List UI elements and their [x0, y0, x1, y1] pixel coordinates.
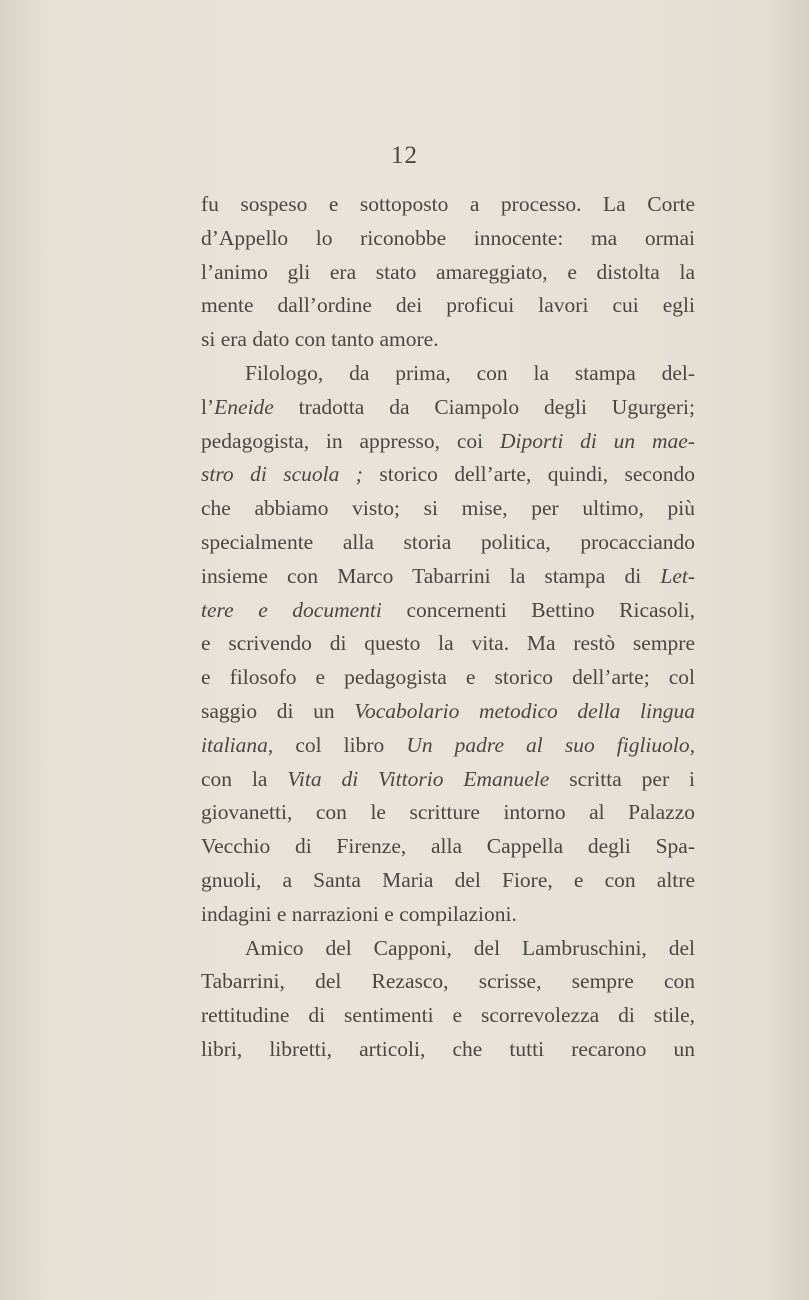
text-run: Filologo, da prima, con la stampa del- [245, 360, 695, 385]
text-line [201, 864, 695, 898]
text-run: libri, libretti, articoli, che tutti recarono un [201, 1036, 695, 1061]
text-run: l’animo gli era stato amareggiato, e distolta la [201, 259, 695, 284]
text-line [201, 425, 695, 459]
text-line [201, 458, 695, 492]
text-line [201, 222, 695, 256]
text-run: con la [201, 766, 288, 791]
text-run: si era dato con tanto amore. [201, 327, 439, 352]
text-line [201, 357, 695, 391]
text-line [201, 323, 695, 357]
text-run: storico dell’arte, quindi, secondo [362, 462, 695, 487]
text-line [201, 256, 695, 290]
text-run: insieme con Marco Tabarrini la stampa di [201, 563, 661, 588]
text-line [201, 763, 695, 797]
italic-title: tere e documenti [201, 597, 382, 622]
page-number: 12 [391, 142, 418, 169]
italic-title: Let- [660, 563, 695, 588]
text-line [201, 898, 695, 932]
text-line [201, 594, 695, 628]
italic-title: Eneide [214, 394, 274, 419]
body-text [201, 188, 695, 1067]
italic-title: Diporti di un mae- [499, 428, 695, 453]
text-line [201, 796, 695, 830]
text-line [201, 391, 695, 425]
text-run: d’Appello lo riconobbe innocente: ma ormai [201, 225, 695, 250]
text-run: mente dall’ordine dei proficui lavori cui egli [201, 293, 695, 318]
text-line [201, 1033, 695, 1067]
text-run: e filosofo e pedagogista e storico dell’arte; col [201, 665, 695, 690]
text-line [201, 627, 695, 661]
text-line [201, 188, 695, 222]
text-run: pedagogista, in appresso, coi [201, 428, 500, 453]
text-run: Vecchio di Firenze, alla Cappella degli Spa- [201, 834, 695, 859]
text-line [201, 830, 695, 864]
text-run: Tabarrini, del Rezasco, scrisse, sempre con [201, 969, 695, 994]
text-line [201, 492, 695, 526]
text-run: tradotta da Ciampolo degli Ugurgeri; [273, 394, 695, 419]
text-run: fu sospeso e sottoposto a processo. La Corte [201, 192, 695, 216]
text-run: che abbiamo visto; si mise, per ultimo, più [201, 496, 695, 521]
text-line [201, 289, 695, 323]
italic-title: stro di scuola ; [201, 462, 363, 487]
text-line [201, 695, 695, 729]
text-line [201, 526, 695, 560]
text-line [201, 965, 695, 999]
text-line [201, 661, 695, 695]
text-run: e scrivendo di questo la vita. Ma restò sempre [201, 631, 695, 656]
italic-title: Un padre al suo figliuolo, [406, 732, 695, 757]
text-line [201, 560, 695, 594]
text-run: saggio di un [201, 698, 355, 723]
italic-title: Vita di Vittorio Emanuele [287, 766, 550, 791]
text-run: scritta per i [549, 766, 695, 791]
text-run: giovanetti, con le scritture intorno al Palazzo [201, 800, 695, 825]
italic-title: italiana, [201, 732, 274, 757]
italic-title: Vocabolario metodico della lingua [354, 698, 695, 723]
text-run: col libro [273, 732, 407, 757]
text-run: gnuoli, a Santa Maria del Fiore, e con altre [201, 867, 695, 892]
text-run: specialmente alla storia politica, procacciando [201, 529, 695, 554]
text-run: indagini e narrazioni e compilazioni. [201, 901, 517, 926]
text-run: concernenti Bettino Ricasoli, [381, 597, 695, 622]
text-run: rettitudine di sentimenti e scorrevolezza di stile, [201, 1003, 695, 1028]
text-run: l’ [201, 394, 215, 419]
text-line [201, 999, 695, 1033]
text-run: Amico del Capponi, del Lambruschini, del [245, 935, 695, 960]
text-line [201, 729, 695, 763]
text-line [201, 932, 695, 966]
